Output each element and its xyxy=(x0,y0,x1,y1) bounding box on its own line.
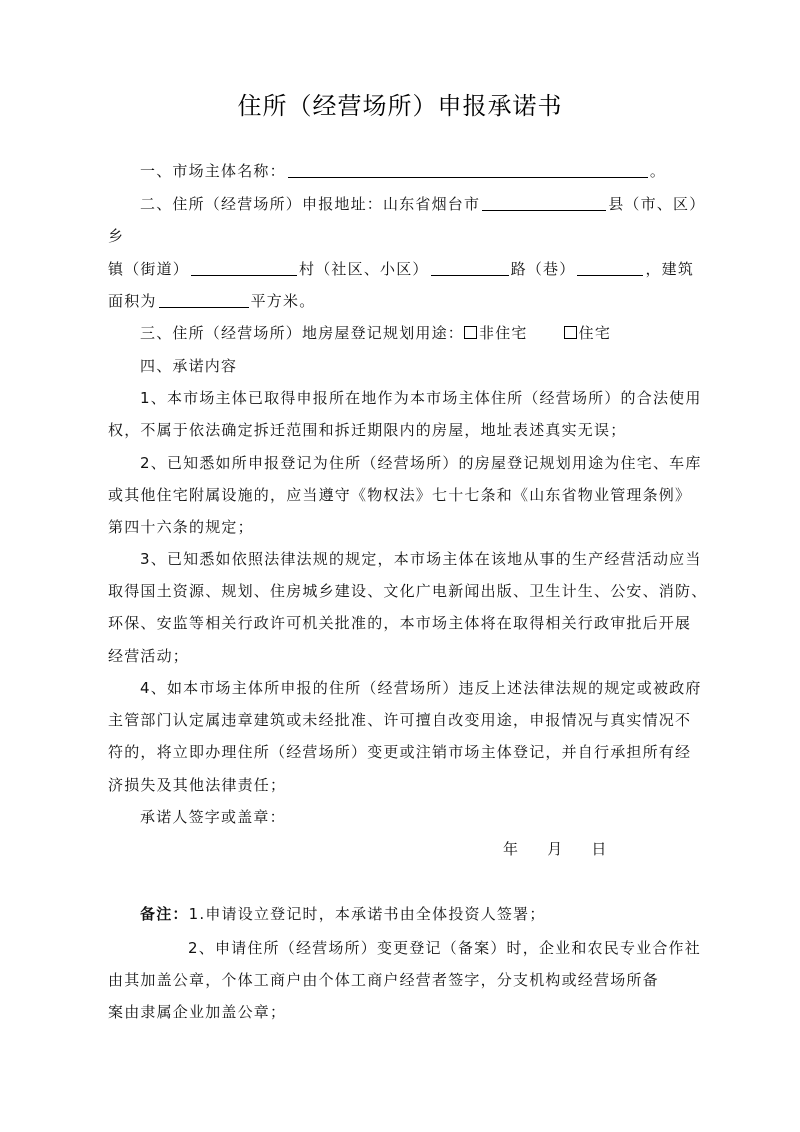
township-row xyxy=(108,225,124,246)
entity-name-blank[interactable] xyxy=(288,162,648,178)
date-year: 年 xyxy=(503,840,520,858)
item3-label: 三、住所（经营场所）地房屋登记规划用途： xyxy=(140,324,465,342)
clause1-line1: 1、本市场主体已取得申报所在地作为本市场主体住所（经营场所）的合法使用 xyxy=(140,389,702,407)
area-unit: 平方米。 xyxy=(250,292,316,310)
signature-date xyxy=(503,838,608,859)
clause4-line1: 4、如本市场主体所申报的住所（经营场所）违反上述法律法规的规定或被政府 xyxy=(140,679,702,697)
clause2-line1: 2、已知悉如所申报登记为住所（经营场所）的房屋登记规划用途为住宅、车库 xyxy=(140,454,702,472)
road-label: 路（巷） xyxy=(510,260,576,278)
county-label: 县（市、区） xyxy=(608,195,706,213)
item3-row xyxy=(140,322,611,343)
road-blank[interactable] xyxy=(577,260,643,276)
village-label: 村（社区、小区） xyxy=(299,260,429,278)
document-title: 住所（经营场所）申报承诺书 xyxy=(237,92,563,120)
non-residential-label: 非住宅 xyxy=(479,324,528,342)
notes-label: 备注： xyxy=(140,905,189,923)
note2-line1: 2、申请住所（经营场所）变更登记（备案）时，企业和农民专业合作社 xyxy=(188,939,701,957)
clause3-line2: 取得国土资源、规划、住房城乡建设、文化广电新闻出版、卫生计生、公安、消防、 xyxy=(108,582,708,600)
date-day: 日 xyxy=(591,840,608,858)
clause3-line4: 经营活动； xyxy=(108,647,190,665)
signature-label: 承诺人签字或盖章： xyxy=(140,808,286,826)
note2-line2: 由其加盖公章，个体工商户由个体工商户经营者签字，分支机构或经营场所备 xyxy=(108,971,659,989)
town-blank[interactable] xyxy=(191,260,297,276)
item2-label: 二、住所（经营场所）申报地址：山东省烟台市 xyxy=(140,195,481,213)
clause2-line2: 或其他住宅附属设施的，应当遵守《物权法》七十七条和《山东省物业管理条例》 xyxy=(108,486,692,504)
village-blank[interactable] xyxy=(431,260,509,276)
area-prefix: 面积为 xyxy=(108,292,157,310)
note2-line3: 案由隶属企业加盖公章； xyxy=(108,1003,287,1021)
notes-row1 xyxy=(140,903,546,924)
note1: 1.申请设立登记时，本承诺书由全体投资人签署； xyxy=(188,905,546,923)
township-label: 乡 xyxy=(108,227,125,245)
clause3-line1: 3、已知悉如依照法律法规的规定，本市场主体在该地从事的生产经营活动应当 xyxy=(140,550,702,568)
residential-checkbox[interactable] xyxy=(564,326,577,339)
clause3-line3: 环保、安监等相关行政许可机关批准的，本市场主体将在取得相关行政审批后开展 xyxy=(108,614,692,632)
area-row xyxy=(108,290,315,311)
item1-label: 一、市场主体名称： xyxy=(140,162,286,180)
clause1-line2: 权，不属于依法确定拆迁范围和拆迁期限内的房屋，地址表述真实无误； xyxy=(108,421,627,439)
town-label: 镇（街道） xyxy=(108,260,190,278)
clause4-line4: 济损失及其他法律责任； xyxy=(108,776,287,794)
item1-end: 。 xyxy=(649,162,667,180)
county-blank[interactable] xyxy=(482,195,606,211)
clause4-line3: 符的，将立即办理住所（经营场所）变更或注销市场主体登记，并自行承担所有经 xyxy=(108,743,692,761)
residential-label: 住宅 xyxy=(578,324,612,342)
clause2-line3: 第四十六条的规定； xyxy=(108,518,254,536)
item4-heading: 四、承诺内容 xyxy=(140,357,238,375)
date-month: 月 xyxy=(547,840,564,858)
clause4-line2: 主管部门认定属违章建筑或未经批准、许可擅自改变用途，申报情况与真实情况不 xyxy=(108,711,692,729)
address-row xyxy=(108,258,694,279)
item2-row xyxy=(140,193,705,214)
non-residential-checkbox[interactable] xyxy=(464,326,477,339)
area-blank[interactable] xyxy=(159,292,249,308)
item1-row xyxy=(140,160,666,181)
building-label: ，建筑 xyxy=(645,260,695,278)
